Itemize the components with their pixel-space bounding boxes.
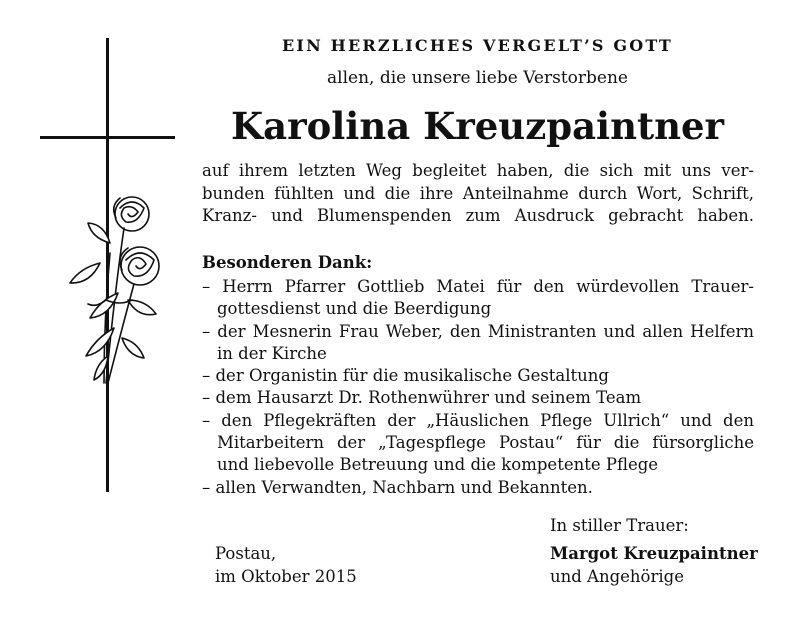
thanks-line: – der Organistin für die musikalische Gestaltung — [202, 366, 609, 386]
deceased-name: Karolina Kreuzpaintner — [230, 104, 725, 148]
intro-paragraph — [202, 160, 754, 228]
thanks-line: gottesdienst und die Beerdigung — [217, 299, 492, 319]
cross-icon — [40, 38, 180, 498]
mourner-name: Margot Kreuzpaintner — [550, 544, 758, 563]
thanks-line: – Herrn Pfarrer Gottlieb Matei für den würdevollen Trauer- — [202, 277, 754, 296]
place: Postau, — [215, 544, 277, 563]
notice-subtitle: allen, die unsere liebe Verstorbene — [327, 68, 628, 88]
family-line: und Angehörige — [550, 567, 684, 586]
notice-title: EIN HERZLICHES VERGELT’S GOTT — [281, 36, 674, 55]
roses-icon — [70, 197, 159, 383]
thanks-line: Mitarbeitern der „Tagespflege Postau“ für die fürsorgliche — [217, 433, 754, 453]
intro-line: Kranz- und Blumenspenden zum Ausdruck gebracht haben. — [202, 206, 754, 226]
thanks-line: – der Mesnerin Frau Weber, den Ministranten und allen Helfern — [202, 321, 754, 341]
date: im Oktober 2015 — [215, 567, 357, 586]
intro-line: bunden fühlten und die ihre Anteilnahme durch Wort, Schrift, — [202, 183, 754, 203]
thanks-line: in der Kirche — [217, 343, 327, 363]
thanks-line: – den Pflegekräften der „Häuslichen Pflege Ullrich“ und den — [202, 410, 754, 430]
thanks-line: und liebevolle Betreuung und die kompetente Pflege — [217, 455, 659, 475]
thanks-list — [202, 276, 754, 499]
thanks-line: – dem Hausarzt Dr. Rothenwührer und seinem Team — [202, 388, 642, 408]
thanks-heading: Besonderen Dank: — [202, 253, 373, 272]
intro-line: auf ihrem letzten Weg begleitet haben, die sich mit uns ver- — [202, 161, 754, 180]
mourning-label: In stiller Trauer: — [550, 516, 689, 535]
thanks-line: – allen Verwandten, Nachbarn und Bekannten. — [202, 477, 593, 497]
